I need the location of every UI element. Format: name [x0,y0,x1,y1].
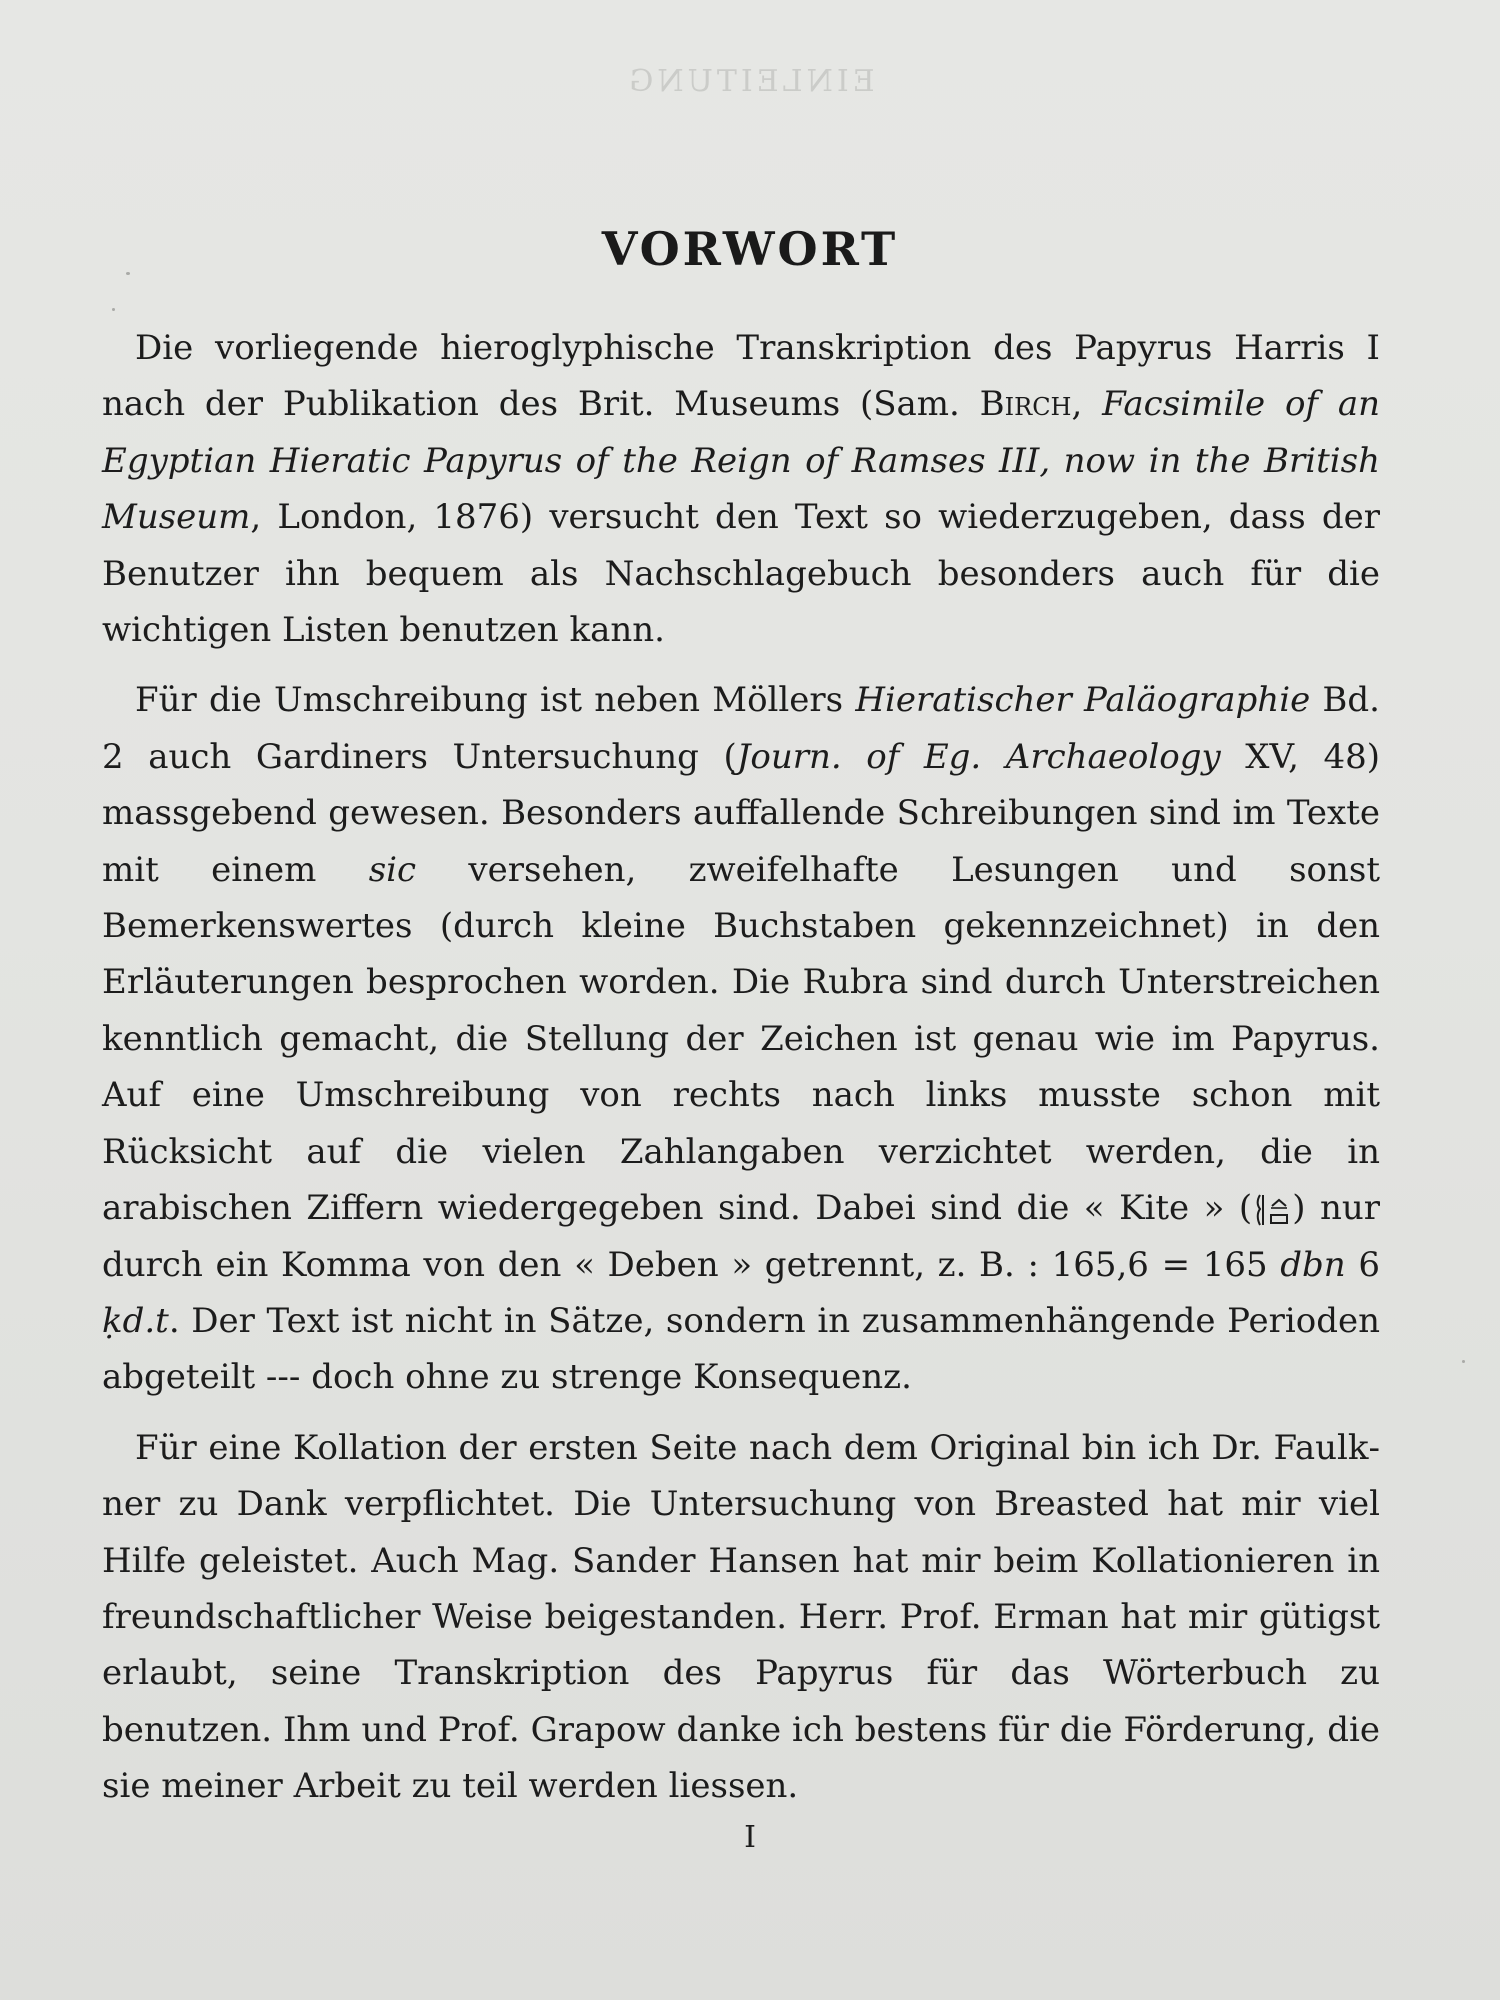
text-span: ) nur durch ein Komma von den « Deben » getrennt, z. B. : 165,6 = 165 [102,1188,1381,1285]
page-title: VORWORT [601,222,899,276]
italic-span: ḳd.t [102,1300,169,1341]
text-span: , [1071,384,1103,425]
italic-span: Facsimile of an Egyptian Hieratic Papyrus of the Reign of Ramses III, now in the British Museum [102,384,1380,538]
text-span: Für die Umschreibung ist neben Möllers [135,680,856,721]
text-span: . Der Text ist nicht in Sätze, sondern in zusammenhängende Perioden abgeteilt --- doch ohne zu strenge Konsequenz. [102,1300,1380,1398]
show-through-running-head: EINLEITUNG [625,64,875,99]
small-caps-span: Birch [979,384,1072,425]
paper-speck [1462,1360,1465,1363]
text-span: Bd. 2 auch Gardiners Untersuchung ( [102,680,1380,777]
paragraph-2 [102,672,1380,1405]
italic-span: sic [368,849,417,890]
text-span: , London, 1876) versucht den Text so wiederzugeben, dass der Benutzer ihn bequem als Nachschlagebuch besonders auch für die wichtigen Listen benutzen kann. [102,497,1380,651]
paragraph-1 [102,320,1380,658]
kite-hieroglyph-icon [1252,1191,1292,1229]
text-span: Die vorliegende hieroglyphische Transkription des Papyrus Harris I nach der Publikation des Brit. Museums (Sam. [102,328,1380,425]
page-number: I [744,1820,756,1855]
italic-span: dbn [1280,1244,1346,1285]
text-span: Für eine Kollation der ersten Seite nach dem Original bin ich Dr. Faulkner zu Dank verpflichtet. Die Untersuchung von Breasted hat mir viel Hilfe geleistet. Auch Mag. Sander Hansen hat mir beim Kollationieren in freundschaftlicher Weise beigestanden. Herr. Prof. Erman hat mir gütigst erlaubt, seine Transkription des Papyrus für das Wörterbuch zu benutzen. Ihm und Prof. Grapow danke ich bestens für die Förderung, die sie meiner Arbeit zu teil werden liessen. [102,1427,1380,1807]
text-span: 6 [1345,1244,1380,1285]
text-span: XV, 48) massgebend gewesen. Besonders auffallende Schreibungen sind im Texte mit einem [102,736,1380,890]
paragraph-3 [102,1420,1380,1815]
text-span: versehen, zweifelhafte Lesungen und sonst Bemerkenswertes (durch kleine Buchstaben gekennzeichnet) in den Erläuterungen besprochen worden. Die Rubra sind durch Unterstreichen kenntlich gemacht, die Stellung der Zeichen ist genau wie im Papyrus. Auf eine Umschreibung von rechts nach links musste schon mit Rücksicht auf die vielen Zahlangaben verzichtet werden, die in arabischen Ziffern wiedergegeben sind. Dabei sind die « Kite » ( [102,849,1380,1229]
paper-speck [112,308,115,311]
paper-speck [126,272,130,275]
body-text [102,320,1380,1829]
italic-span: Journ. of Eg. Archaeology [736,736,1221,777]
italic-span: Hieratischer Paläographie [855,680,1311,721]
